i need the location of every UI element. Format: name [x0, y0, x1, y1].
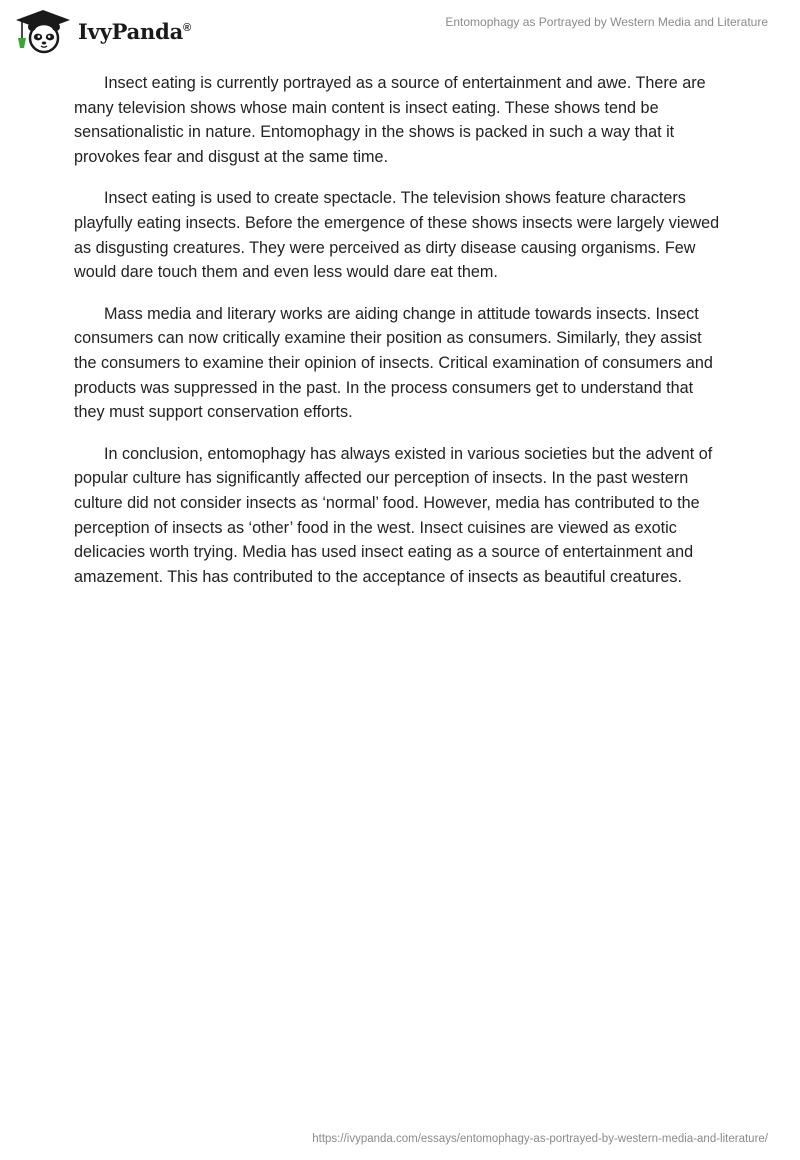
panda-graduate-icon	[14, 8, 72, 54]
paragraph: Insect eating is used to create spectacle. The television shows feature characters playfully eating insects. Before the emergence of these shows insects were largely viewed as disgusting creatures. They were perceived as dirty disease causing organisms. Few would dare touch them and even less would dare eat them.	[74, 189, 720, 282]
brand-logo[interactable]	[14, 8, 191, 54]
paragraph: Mass media and literary works are aiding change in attitude towards insects. Insect consumers can now critically examine their position as consumers. Similarly, they assist the consumers to examine their opinion of insects. Critical examination of consumers and products was suppressed in the past. In the process consumers get to understand that they must support conservation efforts.	[74, 304, 713, 422]
essay-body	[74, 71, 726, 606]
document-title: Entomophagy as Portrayed by Western Media and Literature	[445, 15, 768, 29]
paragraph: In conclusion, entomophagy has always existed in various societies but the advent of popular culture has significantly affected our perception of insects. In the past western culture did not consider insects as ‘normal’ food. However, media has contributed to the perception of insects as ‘other’ food in the west. Insect cuisines are viewed as exotic delicacies worth trying. Media has used insect eating as a source of entertainment and amazement. This has contributed to the acceptance of insects as beautiful creatures.	[74, 444, 713, 586]
paragraph: Insect eating is currently portrayed as a source of entertainment and awe. There are many television shows whose main content is insect eating. These shows tend be sensationalistic in nature. Entomophagy in the shows is packed in such a way that it provokes fear and disgust at the same time.	[74, 74, 706, 166]
brand-name: IvyPanda®	[78, 18, 191, 44]
page-header	[0, 0, 800, 60]
source-url[interactable]: https://ivypanda.com/essays/entomophagy-as-portrayed-by-western-media-and-literature/	[312, 1133, 768, 1145]
registered-mark: ®	[183, 21, 191, 34]
